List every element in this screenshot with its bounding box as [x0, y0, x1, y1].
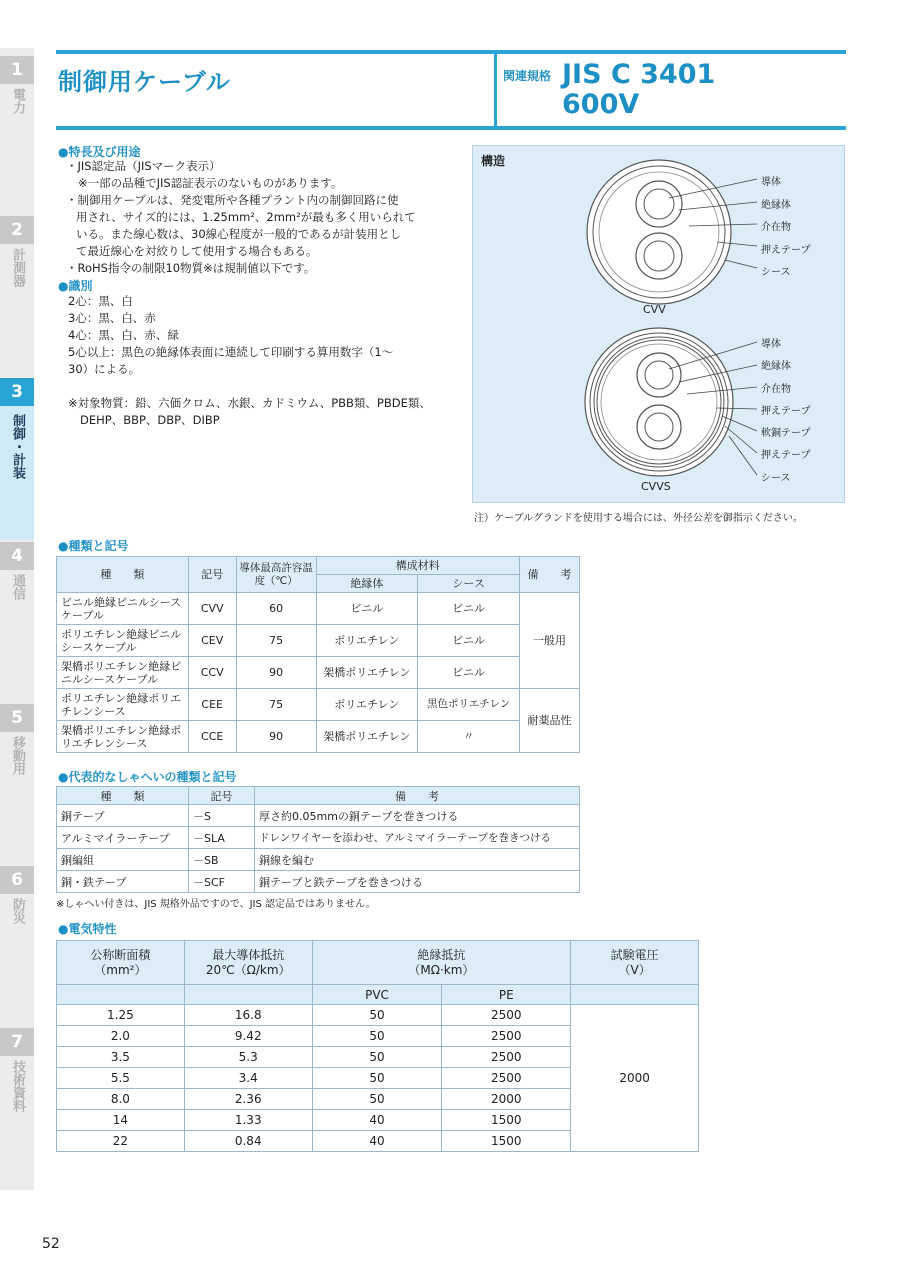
- header-kind: 種 類: [57, 787, 189, 805]
- cell-kind: ポリエチレン絶縁ポリエチレンシース: [57, 689, 189, 721]
- chapter-sidebar: [0, 48, 34, 1190]
- cell-resistance: 9.42: [184, 1026, 312, 1047]
- cell-sheath: 黒色ポリエチレン: [418, 689, 520, 721]
- cell-temp: 90: [236, 657, 316, 689]
- section-label: 制御・計装: [10, 414, 25, 479]
- cvvs-label: 介在物: [761, 383, 791, 395]
- jis-code: [562, 60, 715, 120]
- jis-label: 関連規格: [503, 69, 552, 83]
- header-empty: [57, 985, 185, 1005]
- cell-remarks: 一般用: [520, 593, 580, 689]
- sidebar-section-6[interactable]: [0, 866, 34, 924]
- header-top-rule: [56, 50, 846, 54]
- page-number: 52: [42, 1236, 60, 1252]
- header-insulation-label: 絶縁抵抗: [417, 947, 466, 962]
- identification-line: 3心：黒、白、赤: [68, 311, 156, 325]
- header-insulation: [312, 941, 571, 985]
- header-kind: 種 類: [57, 557, 189, 593]
- cell-remarks: 厚さ約0.05mmの銅テープを巻きつける: [255, 805, 580, 827]
- cvv-label: 導体: [761, 177, 781, 188]
- cell-insulation: 架橋ポリエチレン: [316, 657, 418, 689]
- cell-resistance: 16.8: [184, 1005, 312, 1026]
- table-row: [57, 625, 580, 657]
- header-resistance-unit: 20℃（Ω/km）: [205, 962, 291, 977]
- cell-pvc: 40: [312, 1131, 442, 1152]
- header-insulation-unit: （MΩ·km）: [408, 962, 475, 977]
- header-temp: 導体最高許容温度（℃）: [236, 557, 316, 593]
- cvv-label: 絶縁体: [761, 199, 791, 211]
- table-row: [57, 871, 580, 893]
- cell-kind: 銅・鉄テープ: [57, 871, 189, 893]
- cvv-label: 介在物: [761, 222, 791, 233]
- structure-note: 注）ケーブルグランドを使用する場合には、外径公差を御指示ください。: [474, 513, 803, 524]
- cell-symbol: CCE: [188, 721, 236, 753]
- cvvs-label: 導体: [761, 339, 781, 350]
- cell-resistance: 5.3: [184, 1047, 312, 1068]
- cell-pvc: 40: [312, 1110, 442, 1131]
- cvv-caption: CVV: [643, 303, 666, 316]
- identification-line: 30）による。: [68, 362, 141, 376]
- cell-temp: 60: [236, 593, 316, 625]
- cell-symbol: CEV: [188, 625, 236, 657]
- cell-pvc: 50: [312, 1089, 442, 1110]
- jis-standard: JIS C 3401: [562, 59, 716, 90]
- cell-symbol: CVV: [188, 593, 236, 625]
- cell-pvc: 50: [312, 1005, 442, 1026]
- sidebar-section-7[interactable]: [0, 1028, 34, 1112]
- section-number: 4: [0, 542, 34, 570]
- cell-temp: 75: [236, 689, 316, 721]
- cell-area: 2.0: [57, 1026, 185, 1047]
- cell-remarks: 銅線を編む: [255, 849, 580, 871]
- section-number: 6: [0, 866, 34, 894]
- cell-sheath: ビニル: [418, 625, 520, 657]
- cell-kind: 銅編組: [57, 849, 189, 871]
- header-insulation: 絶縁体: [316, 575, 418, 593]
- page-title: 制御用ケーブル: [58, 68, 231, 96]
- cvvs-label: 絶縁体: [761, 361, 791, 373]
- cell-area: 22: [57, 1131, 185, 1152]
- table-row: [57, 849, 580, 871]
- feature-line: て最近線心を対絞りして使用する場合もある。: [76, 244, 318, 258]
- cell-remarks: 耐薬品性: [520, 689, 580, 753]
- cell-kind: ビニル絶縁ビニルシースケーブル: [57, 593, 189, 625]
- cell-symbol: －SLA: [189, 827, 255, 849]
- table-header-row: [57, 557, 580, 575]
- feature-line: ・RoHS指令の制限10物質※は規制値以下です。: [66, 261, 316, 275]
- electrical-table: [56, 940, 699, 1152]
- header-empty: [184, 985, 312, 1005]
- cvvs-label: 押えテープ: [761, 450, 811, 462]
- cell-kind: 架橋ポリエチレン絶縁ビニルシースケーブル: [57, 657, 189, 689]
- table-row: [57, 657, 580, 689]
- section-label: 技術資料: [10, 1060, 25, 1112]
- header-voltage-unit: （V）: [618, 962, 651, 977]
- cell-symbol: －SCF: [189, 871, 255, 893]
- cell-sheath: 〃: [418, 721, 520, 753]
- cell-area: 1.25: [57, 1005, 185, 1026]
- table-row: [57, 721, 580, 753]
- cell-pe: 2500: [442, 1026, 571, 1047]
- cell-pe: 1500: [442, 1110, 571, 1131]
- cell-kind: ポリエチレン絶縁ビニルシースケーブル: [57, 625, 189, 657]
- cell-kind: アルミマイラーテープ: [57, 827, 189, 849]
- sidebar-section-3[interactable]: [0, 378, 34, 540]
- table-row: [57, 689, 580, 721]
- section-number: 3: [0, 378, 34, 406]
- cell-insulation: ポリエチレン: [316, 689, 418, 721]
- cell-resistance: 3.4: [184, 1068, 312, 1089]
- cell-symbol: CCV: [188, 657, 236, 689]
- section-label: 防災: [10, 898, 25, 924]
- cell-kind: 架橋ポリエチレン絶縁ポリエチレンシース: [57, 721, 189, 753]
- cell-pe: 2500: [442, 1005, 571, 1026]
- cvvs-diagram: [585, 328, 757, 476]
- cell-pe: 2000: [442, 1089, 571, 1110]
- section-label: 通信: [10, 574, 25, 600]
- cell-pe: 2500: [442, 1068, 571, 1089]
- features-text: [66, 158, 446, 277]
- header-resistance: [184, 941, 312, 985]
- header-area-unit: （mm²）: [94, 962, 147, 977]
- section-label: 移動用: [10, 736, 25, 775]
- substance-note: DEHP、BBP、DBP、DIBP: [80, 413, 220, 427]
- section-number: 1: [0, 56, 34, 84]
- cell-insulation: 架橋ポリエチレン: [316, 721, 418, 753]
- identification-heading: ● 識別: [58, 277, 93, 294]
- feature-line: 用され、サイズ的には、1.25mm²、2mm²が最も多く用いられて: [76, 210, 416, 224]
- table-row: [57, 827, 580, 849]
- header-divider: [494, 54, 497, 126]
- header-empty: [571, 985, 699, 1005]
- header-pe: PE: [442, 985, 571, 1005]
- section-number: 2: [0, 216, 34, 244]
- cell-sheath: ビニル: [418, 657, 520, 689]
- identification-line: 4心：黒、白、赤、緑: [68, 328, 179, 342]
- table-header-row: [57, 787, 580, 805]
- types-heading: ● 種類と記号: [58, 537, 129, 554]
- features-heading: ● 特長及び用途: [58, 143, 141, 160]
- shield-footnote: ※しゃへい付きは、JIS 規格外品ですので、JIS 認定品ではありません。: [56, 899, 376, 910]
- table-header-row: [57, 941, 699, 985]
- header-resistance-label: 最大導体抵抗: [212, 947, 285, 962]
- substance-note: ※対象物質：鉛、六価クロム、水銀、カドミウム、PBB類、PBDE類、: [68, 396, 431, 410]
- cell-resistance: 1.33: [184, 1110, 312, 1131]
- header-symbol: 記号: [189, 787, 255, 805]
- sidebar-section-2[interactable]: [0, 216, 34, 287]
- identification-line: 5心以上：黒色の絶縁体表面に連続して印刷する算用数字（1〜: [68, 345, 394, 359]
- identification-line: 2心：黒、白: [68, 294, 133, 308]
- cvv-diagram: [587, 160, 757, 304]
- sidebar-section-1[interactable]: [0, 56, 34, 114]
- structure-title: 構造: [481, 154, 506, 168]
- cell-area: 8.0: [57, 1089, 185, 1110]
- cell-remarks: ドレンワイヤーを添わせ、アルミマイラーテープを巻きつける: [255, 827, 580, 849]
- sidebar-section-4[interactable]: [0, 542, 34, 600]
- cvv-labels: [761, 172, 811, 285]
- cell-area: 14: [57, 1110, 185, 1131]
- cell-pe: 2500: [442, 1047, 571, 1068]
- cell-insulation: ビニル: [316, 593, 418, 625]
- cell-area: 3.5: [57, 1047, 185, 1068]
- cvv-label: 押えテープ: [761, 244, 811, 256]
- feature-line: ※一部の品種でJIS認証表示のないものがあります。: [78, 176, 343, 190]
- feature-line: ・JIS認定品（JISマーク表示）: [66, 159, 221, 173]
- header-sheath: シース: [418, 575, 520, 593]
- sidebar-section-5[interactable]: [0, 704, 34, 775]
- cell-pe: 1500: [442, 1131, 571, 1152]
- header-bottom-rule: [56, 126, 846, 130]
- cell-area: 5.5: [57, 1068, 185, 1089]
- header-pvc: PVC: [312, 985, 442, 1005]
- cell-pvc: 50: [312, 1068, 442, 1089]
- feature-line: いる。また線心数は、30線心程度が一般的であるが計装用とし: [76, 227, 402, 241]
- cell-pvc: 50: [312, 1026, 442, 1047]
- table-row: [57, 805, 580, 827]
- header-remarks: 備 考: [255, 787, 580, 805]
- feature-line: ・制御用ケーブルは、発変電所や各種プラント内の制御回路に使: [66, 193, 399, 207]
- header-voltage-label: 試験電圧: [610, 947, 659, 962]
- cvvs-labels: [761, 334, 811, 490]
- cell-symbol: －SB: [189, 849, 255, 871]
- section-number: 7: [0, 1028, 34, 1056]
- section-label: 電力: [10, 88, 25, 114]
- header-symbol: 記号: [188, 557, 236, 593]
- table-header-row: [57, 985, 699, 1005]
- table-row: [57, 1005, 699, 1026]
- cell-pvc: 50: [312, 1047, 442, 1068]
- cell-resistance: 0.84: [184, 1131, 312, 1152]
- voltage-rating: 600V: [562, 89, 640, 120]
- cell-temp: 75: [236, 625, 316, 657]
- cell-test-voltage: 2000: [571, 1005, 699, 1152]
- cell-kind: 銅テープ: [57, 805, 189, 827]
- identification-text: [68, 293, 446, 429]
- cell-remarks: 銅テープと鉄テープを巻きつける: [255, 871, 580, 893]
- cell-sheath: ビニル: [418, 593, 520, 625]
- cvvs-label: 押えテープ: [761, 405, 811, 417]
- cell-symbol: －S: [189, 805, 255, 827]
- cvvs-label: シース: [761, 472, 791, 484]
- cell-insulation: ポリエチレン: [316, 625, 418, 657]
- cvvs-caption: CVVS: [641, 480, 671, 493]
- cvv-label: シース: [761, 267, 791, 278]
- header-remarks: 備 考: [520, 557, 580, 593]
- shield-table: [56, 786, 580, 893]
- header-area: [57, 941, 185, 985]
- types-table: [56, 556, 580, 753]
- cell-resistance: 2.36: [184, 1089, 312, 1110]
- header-area-label: 公称断面積: [90, 947, 151, 962]
- table-row: [57, 593, 580, 625]
- cell-symbol: CEE: [188, 689, 236, 721]
- cell-temp: 90: [236, 721, 316, 753]
- header-material: 構成材料: [316, 557, 520, 575]
- header-voltage: [571, 941, 699, 985]
- cvvs-label: 軟銅テープ: [761, 428, 811, 440]
- section-number: 5: [0, 704, 34, 732]
- shield-heading: ● 代表的なしゃへいの種類と記号: [58, 768, 237, 785]
- electrical-heading: ● 電気特性: [58, 920, 117, 937]
- section-label: 計測器: [10, 248, 25, 287]
- structure-panel: [472, 145, 845, 503]
